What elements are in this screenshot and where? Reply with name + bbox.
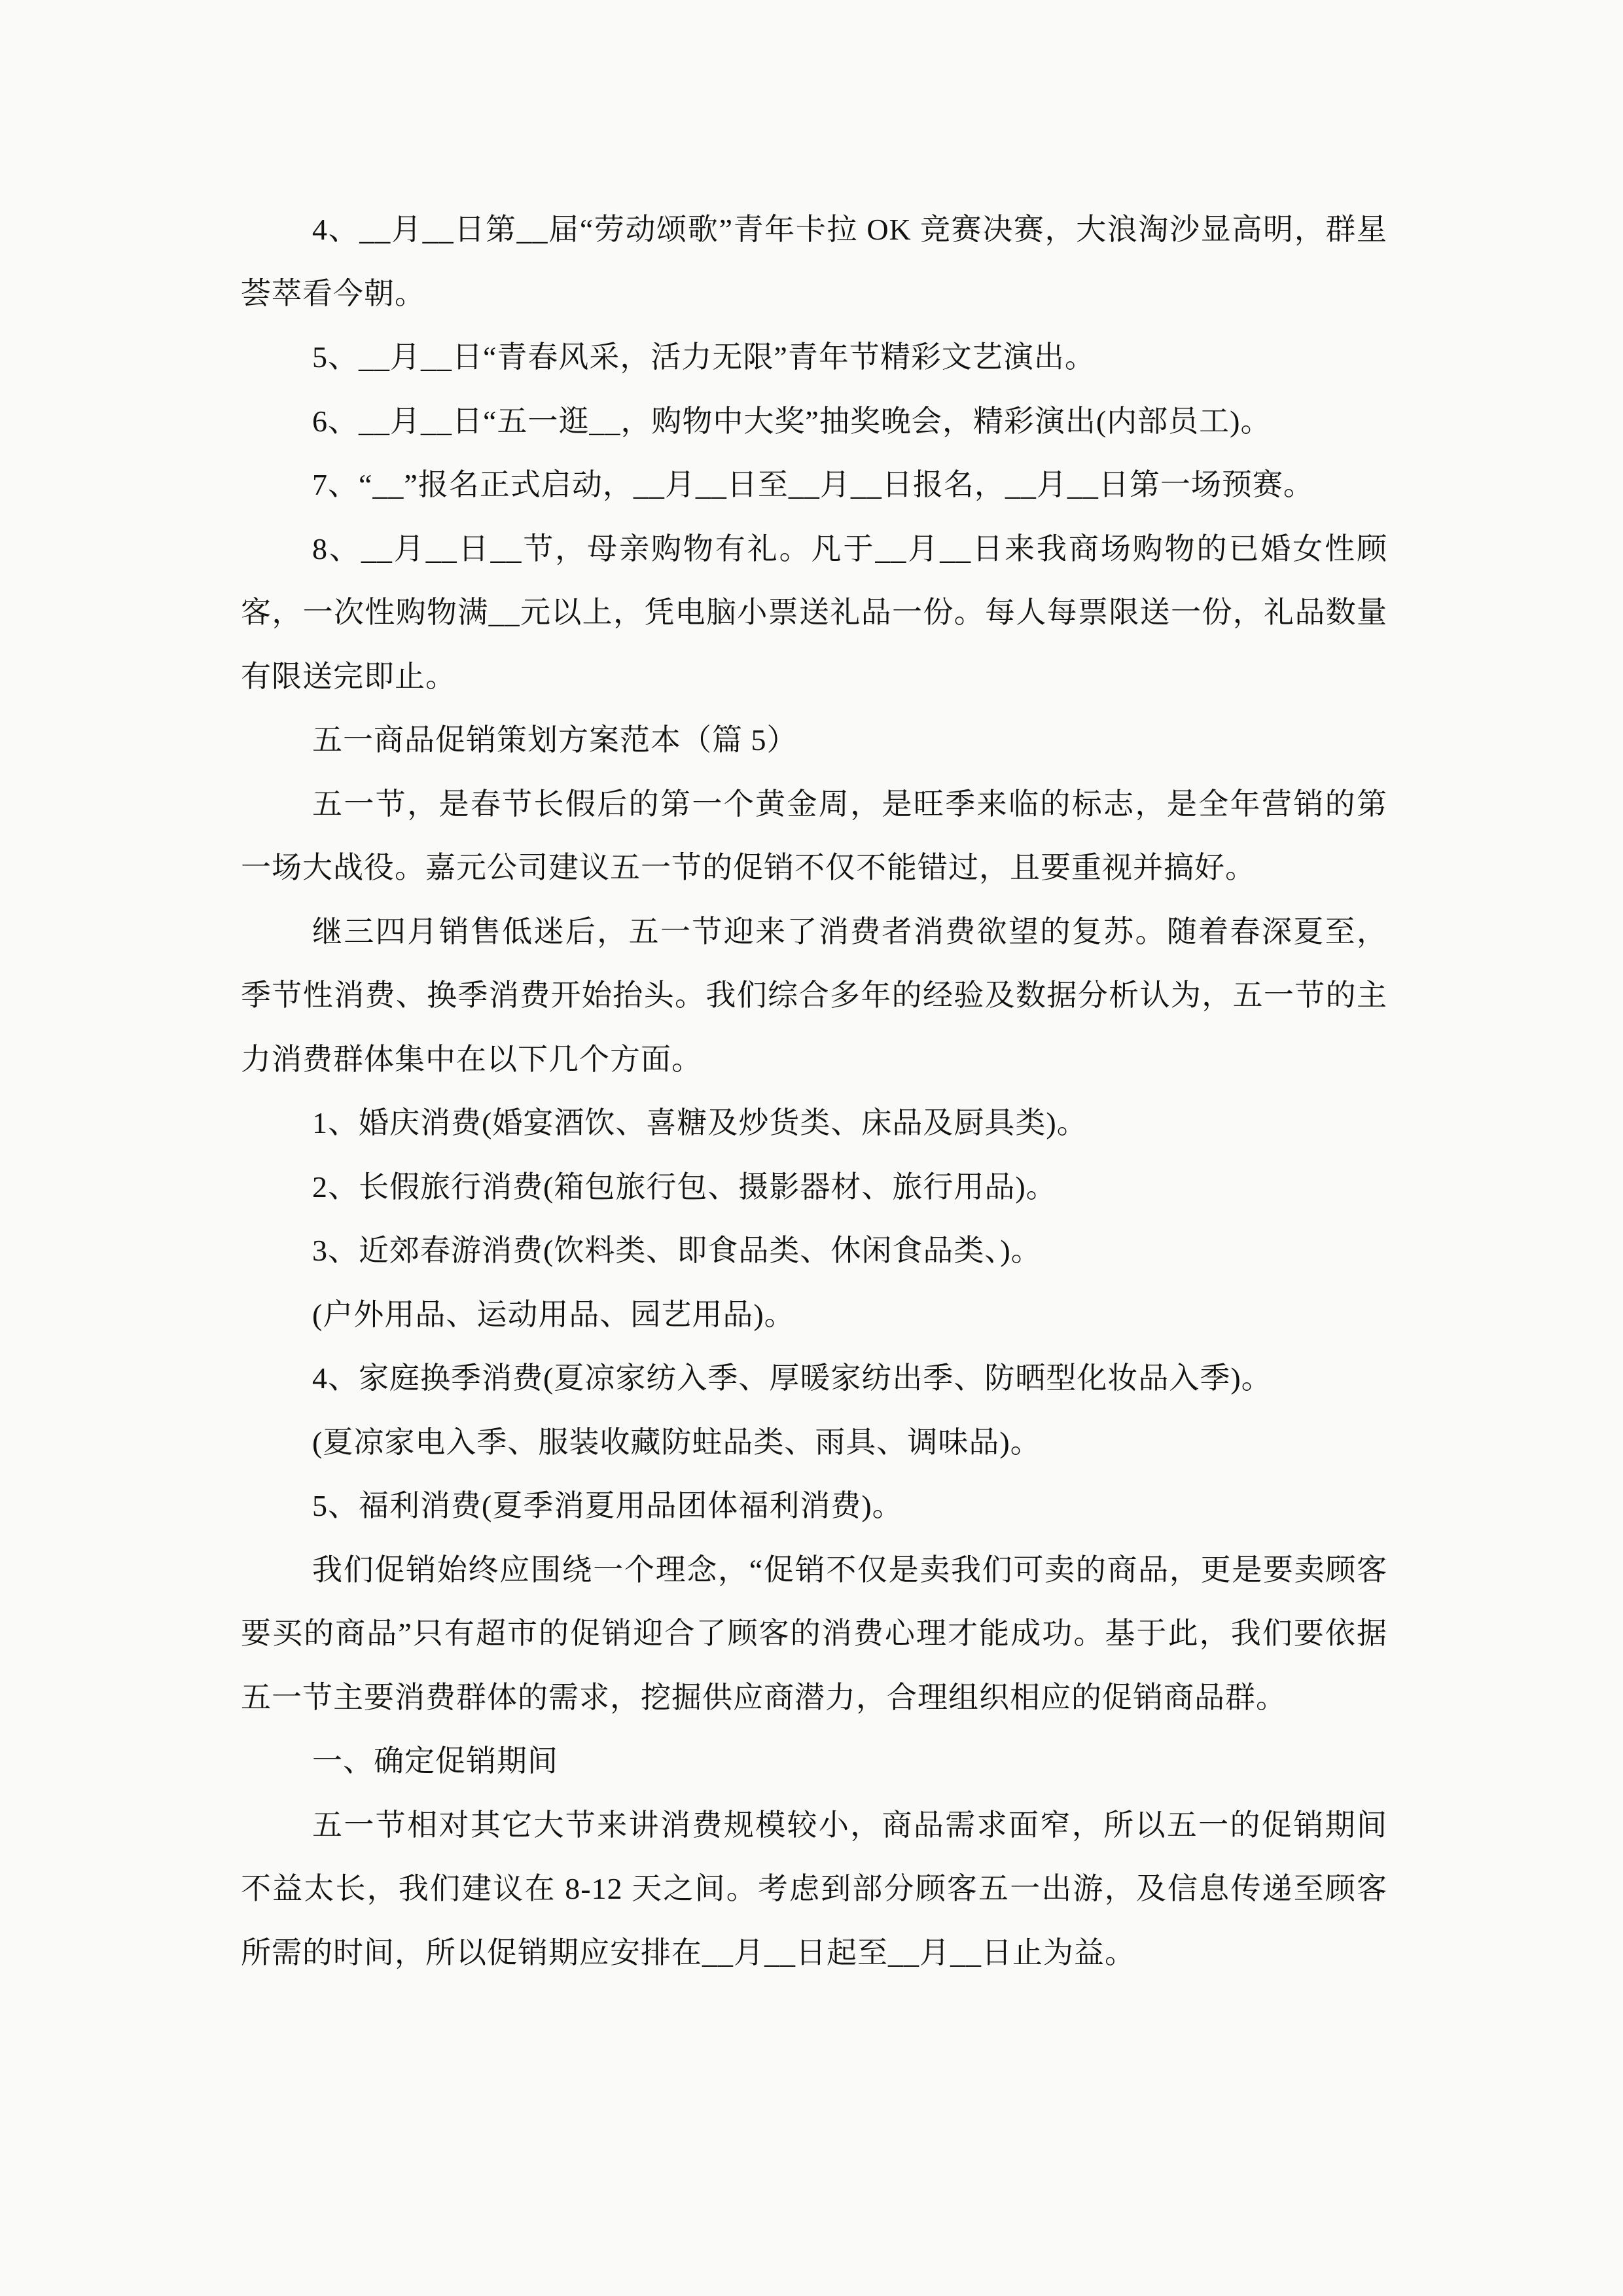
section-heading: 一、确定促销期间 bbox=[312, 1744, 558, 1778]
section-title: 五一商品促销策划方案范本（篇 5） bbox=[312, 723, 798, 757]
paragraph: 6、__月__日“五一逛__，购物中大奖”抽奖晚会，精彩演出(内部员工)。 bbox=[312, 404, 1272, 438]
paragraph: 8、__月__日__节，母亲购物有礼。凡于__月__日来我商场购物的已婚女性顾客，一次性购物满__元以上，凭电脑小票送礼品一份。每人每票限送一份，礼品数量有限送完即止。 bbox=[241, 531, 1387, 693]
paragraph: 7、“__”报名正式启动，__月__日至__月__日报名，__月__日第一场预赛。 bbox=[312, 468, 1314, 501]
list-item: 1、婚庆消费(婚宴酒饮、喜糖及炒货类、床品及厨具类)。 bbox=[312, 1106, 1088, 1139]
list-item: 5、福利消费(夏季消夏用品团体福利消费)。 bbox=[312, 1489, 903, 1522]
paragraph: 五一节，是春节长假后的第一个黄金周，是旺季来临的标志，是全年营销的第一场大战役。嘉元公司建议五一节的促销不仅不能错过，且要重视并搞好。 bbox=[241, 787, 1387, 884]
list-item: 2、长假旅行消费(箱包旅行包、摄影器材、旅行用品)。 bbox=[312, 1170, 1057, 1204]
paragraph: 五一节相对其它大节来讲消费规模较小，商品需求面窄，所以五一的促销期间不益太长，我们建议在 8-12 天之间。考虑到部分顾客五一出游，及信息传递至顾客所需的时间，所以促销期应安排在__月__日起至__月__日止为益。 bbox=[241, 1808, 1387, 1969]
paragraph: 4、__月__日第__届“劳动颂歌”青年卡拉 OK 竞赛决赛，大浪淘沙显高明，群星荟萃看今朝。 bbox=[241, 213, 1387, 310]
list-item-continuation: (夏凉家电入季、服装收藏防蛀品类、雨具、调味品)。 bbox=[312, 1425, 1041, 1459]
paragraph: 我们促销始终应围绕一个理念，“促销不仅是卖我们可卖的商品，更是要卖顾客要买的商品”只有超市的促销迎合了顾客的消费心理才能成功。基于此，我们要依据五一节主要消费群体的需求，挖掘供应商潜力，合理组织相应的促销商品群。 bbox=[241, 1552, 1387, 1714]
paragraph: 继三四月销售低迷后，五一节迎来了消费者消费欲望的复苏。随着春深夏至，季节性消费、换季消费开始抬头。我们综合多年的经验及数据分析认为，五一节的主力消费群体集中在以下几个方面。 bbox=[241, 914, 1387, 1076]
list-item: 3、近郊春游消费(饮料类、即食品类、休闲食品类、)。 bbox=[312, 1234, 1042, 1267]
list-item-continuation: (户外用品、运动用品、园艺用品)。 bbox=[312, 1297, 795, 1331]
list-item: 4、家庭换季消费(夏凉家纺入季、厚暖家纺出季、防晒型化妆品入季)。 bbox=[312, 1361, 1272, 1395]
paragraph: 5、__月__日“青春风采，活力无限”青年节精彩文艺演出。 bbox=[312, 340, 1096, 374]
